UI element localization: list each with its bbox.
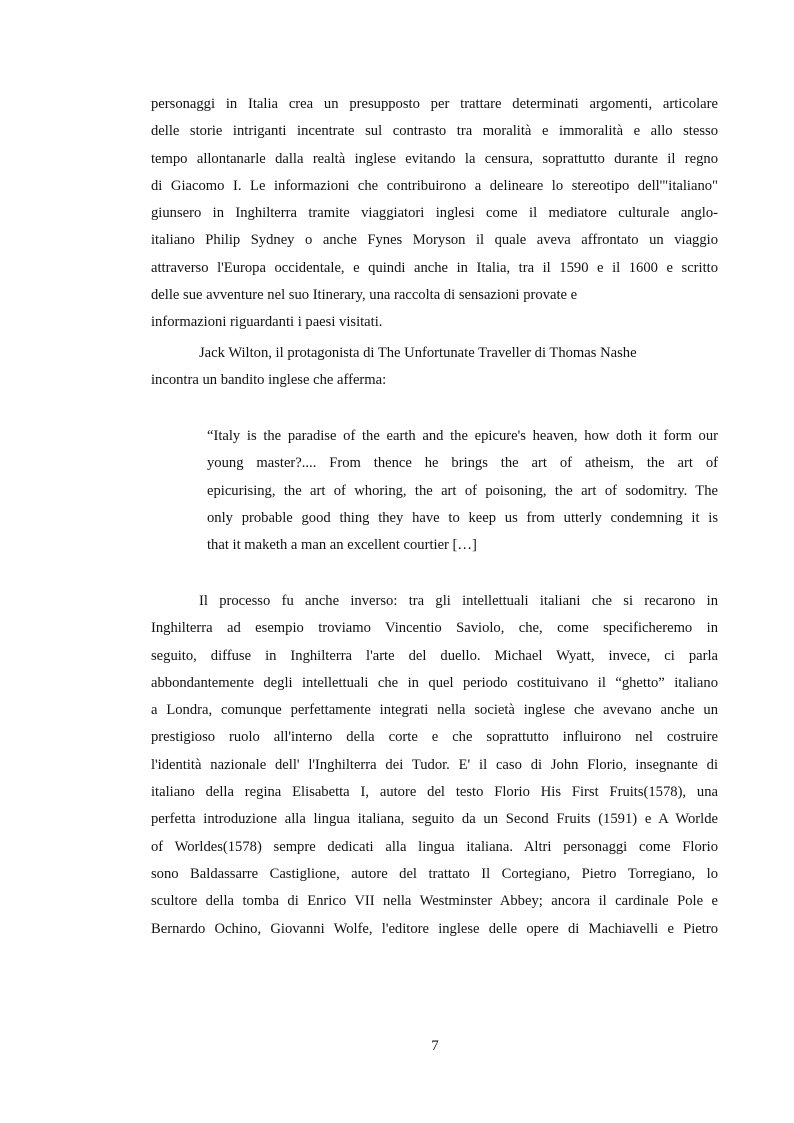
text-line: Jack Wilton, il protagonista di The Unfortunate Traveller di Thomas Nashe (199, 345, 637, 361)
text-line: personaggi in Italia crea un presupposto per trattare determinati argomenti, articolare (151, 96, 718, 112)
text-line: abbondantemente degli intellettuali che in quel periodo costituivano il “ghetto” italiano (151, 674, 718, 691)
paragraph-2 (151, 340, 718, 395)
text-line: prestigioso ruolo all'interno della corte e che soprattutto influirono nel costruire (151, 729, 718, 746)
page-number: 7 (431, 1038, 439, 1054)
text-line: informazioni riguardanti i paesi visitati. (151, 314, 383, 331)
text-line: a Londra, comunque perfettamente integrati nella società inglese che avevano anche un (151, 702, 718, 719)
text-line: scultore della tomba di Enrico VII nella Westminster Abbey; ancora il cardinale Pole e (151, 893, 718, 910)
text-line: delle sue avventure nel suo Itinerary, una raccolta di sensazioni provate e (151, 287, 578, 304)
text-line: giunsero in Inghilterra tramite viaggiatori inglesi come il mediatore culturale anglo- (151, 205, 718, 222)
text-line: italiano Philip Sydney o anche Fynes Moryson il quale aveva affrontato un viaggio (151, 232, 718, 249)
text-line: Bernardo Ochino, Giovanni Wolfe, l'editore inglese delle opere di Machiavelli e Pietro (151, 920, 718, 937)
paragraph-1 (151, 91, 718, 337)
text-line: di Giacomo I. Le informazioni che contribuirono a delineare lo stereotipo dell'"italiano" (151, 177, 718, 194)
text-line: italiano della regina Elisabetta I, autore del testo Florio His First Fruits(1578), una (151, 784, 718, 801)
block-quote (207, 423, 718, 559)
text-line: of Worldes(1578) sempre dedicati alla lingua italiana. Altri personaggi come Florio (151, 838, 718, 855)
text-line: attraverso l'Europa occidentale, e quindi anche in Italia, tra il 1590 e il 1600 e scritto (151, 259, 718, 276)
text-line: l'identità nazionale dell' l'Inghilterra dei Tudor. E' il caso di John Florio, insegnante di (151, 756, 718, 773)
text-line: tempo allontanarle dalla realtà inglese evitando la censura, soprattutto durante il regno (151, 150, 718, 167)
text-line: perfetta introduzione alla lingua italiana, seguito da un Second Fruits (1591) e A Worlde (151, 811, 718, 828)
quote-line: young master?.... From thence he brings the art of atheism, the art of (207, 455, 718, 472)
text-line: sono Baldassarre Castiglione, autore del trattato Il Cortegiano, Pietro Torregiano, lo (151, 865, 718, 882)
text-line: incontra un bandito inglese che afferma: (151, 372, 387, 389)
text-line: Inghilterra ad esempio troviamo Vincentio Saviolo, che, come specificheremo in (151, 620, 718, 637)
text-line: delle storie intriganti incentrate sul contrasto tra moralità e immoralità e allo stesso (151, 123, 718, 140)
text-line: Il processo fu anche inverso: tra gli intellettuali italiani che si recarono in (199, 593, 718, 609)
paragraph-3 (151, 588, 718, 943)
quote-line: that it maketh a man an excellent courtier […] (207, 537, 477, 554)
quote-line: “Italy is the paradise of the earth and the epicure's heaven, how doth it form our (207, 428, 718, 444)
text-line: seguito, diffuse in Inghilterra l'arte del duello. Michael Wyatt, invece, ci parla (151, 647, 718, 664)
quote-line: epicurising, the art of whoring, the art of poisoning, the art of sodomitry. The (207, 482, 718, 499)
quote-line: only probable good thing they have to keep us from utterly condemning it is (207, 509, 718, 526)
